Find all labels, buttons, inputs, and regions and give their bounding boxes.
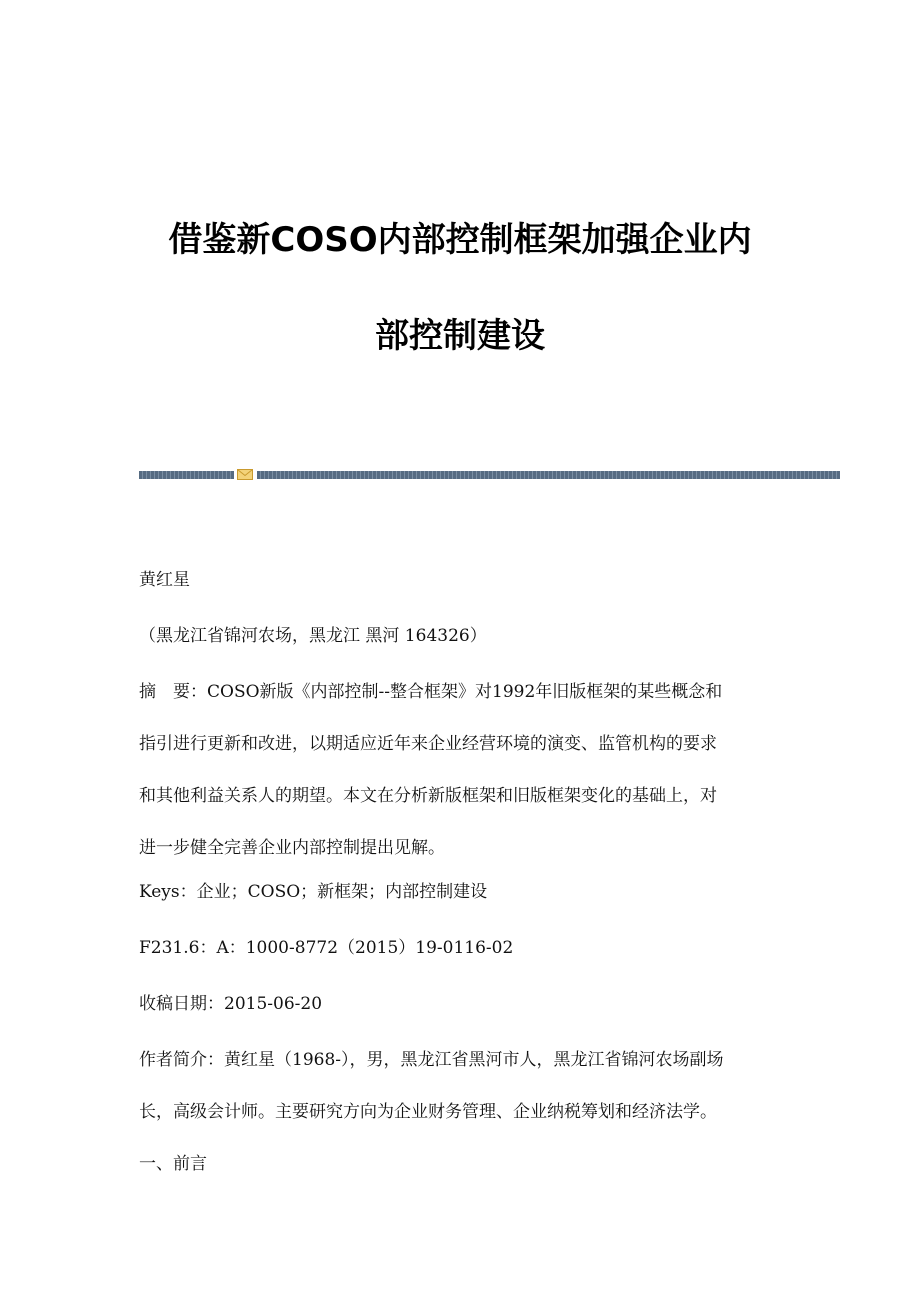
title-divider-right	[257, 471, 840, 479]
received-date: 收稿日期：2015-06-20	[139, 994, 323, 1014]
author-affiliation: （黑龙江省锦河农场，黑龙江 黑河 164326）	[139, 626, 487, 646]
keywords: Keys：企业；COSO；新框架；内部控制建设	[139, 882, 488, 902]
abstract	[139, 666, 799, 874]
author-bio-line: 长，高级会计师。主要研究方向为企业财务管理、企业纳税筹划和经济法学。	[139, 1102, 717, 1122]
document-title-line-2: 部控制建设	[375, 316, 545, 356]
author-name: 黄红星	[139, 570, 190, 590]
author-bio	[139, 1034, 799, 1138]
envelope-icon	[237, 469, 253, 480]
section-heading: 一、前言	[139, 1154, 207, 1174]
document-title-line-1: 借鉴新COSO内部控制框架加强企业内	[168, 220, 752, 260]
classification-code: F231.6：A：1000-8772（2015）19-0116-02	[139, 938, 514, 958]
title-divider-left	[139, 471, 234, 479]
author-bio-line: 作者简介：黄红星（1968-），男，黑龙江省黑河市人，黑龙江省锦河农场副场	[139, 1050, 724, 1070]
abstract-line: 和其他利益关系人的期望。本文在分析新版框架和旧版框架变化的基础上，对	[139, 786, 717, 806]
abstract-line: 摘 要：COSO新版《内部控制--整合框架》对1992年旧版框架的某些概念和	[139, 682, 723, 702]
abstract-line: 指引进行更新和改进，以期适应近年来企业经营环境的演变、监管机构的要求	[139, 734, 717, 754]
abstract-line: 进一步健全完善企业内部控制提出见解。	[139, 838, 445, 858]
